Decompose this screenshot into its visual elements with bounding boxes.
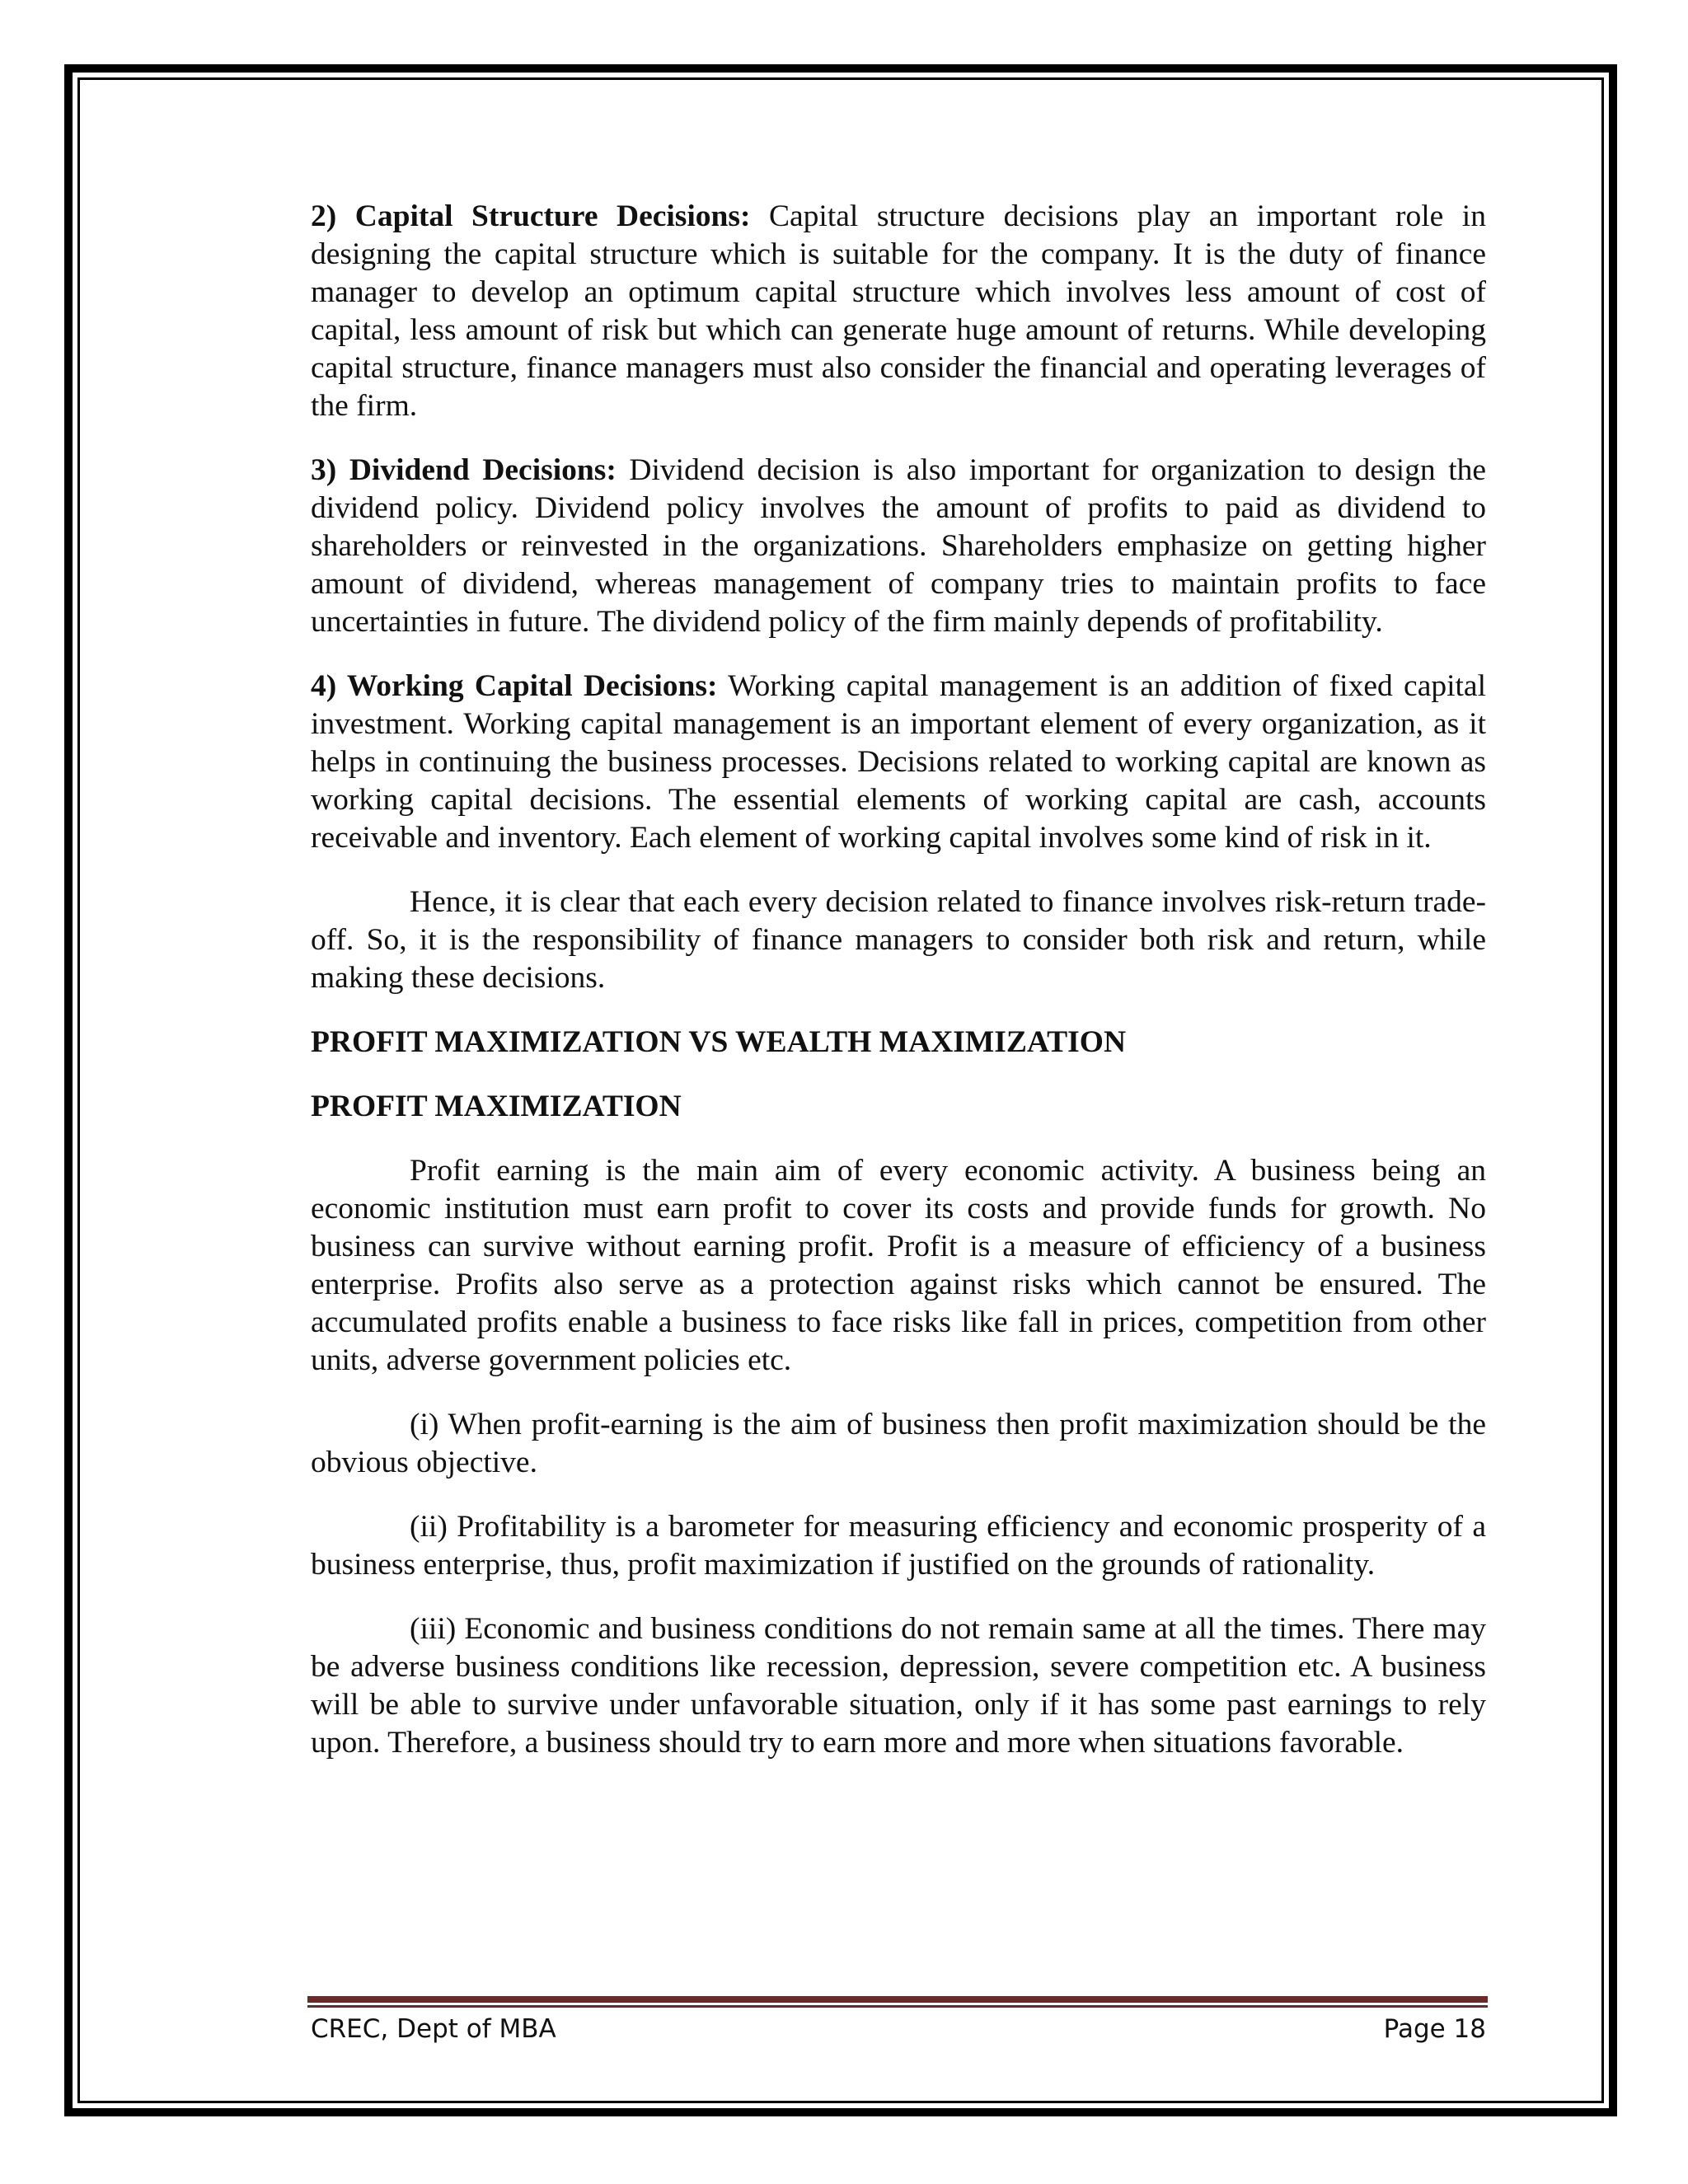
section-heading-profit-vs-wealth: PROFIT MAXIMIZATION VS WEALTH MAXIMIZATION xyxy=(311,1025,1127,1059)
text-working-capital: Working capital management is an addition of fixed capital investment. Working capital management is an important element of every organization, as it helps in continuing the business processes. Decisions related to working capital are known as working capital decisions. The essential elements of working capital are cash, accounts receivable and inventory. Each element of working capital involves some kind of risk in it. xyxy=(311,669,1486,855)
heading-working-capital: 4) Working Capital Decisions: xyxy=(311,669,718,703)
text-dividend: Dividend decision is also important for organization to design the dividend policy. Dividend policy involves the amount of profits to paid as dividend to shareholders or reinvested in the organizations. Shareholders emphasize on getting higher amount of dividend, whereas management of company tries to maintain profits to face uncertainties in future. The dividend policy of the firm mainly depends of profitability. xyxy=(311,453,1487,639)
heading-dividend: 3) Dividend Decisions: xyxy=(311,453,617,487)
footer-page-number: Page 18 xyxy=(1383,2014,1486,2044)
paragraph-working-capital xyxy=(311,668,1486,857)
section-heading-profit-maximization: PROFIT MAXIMIZATION xyxy=(311,1090,682,1123)
paragraph-profit-intro: Profit earning is the main aim of every economic activity. A business being an economic institution must earn profit to cover its costs and provide funds for growth. No business can survive without earning profit. Profit is a measure of efficiency of a business enterprise. Profits also serve as a protection against risks which cannot be ensured. The accumulated profits enable a business to face risks like fall in prices, competition from other units, adverse government policies etc. xyxy=(311,1154,1486,1377)
footer-department: CREC, Dept of MBA xyxy=(311,2014,556,2044)
paragraph-point-iii: (iii) Economic and business conditions do not remain same at all the times. There may be adverse business conditions like recession, depression, severe competition etc. A business will be able to survive under unfavorable situation, only if it has some past earnings to rely upon. Therefore, a business should try to earn more and more when situations favorable. xyxy=(311,1612,1486,1760)
footer-rule-thin xyxy=(307,2005,1488,2008)
paragraph-dividend xyxy=(311,452,1486,641)
heading-capital-structure: 2) Capital Structure Decisions: xyxy=(311,199,751,233)
footer-rule-thick xyxy=(307,1996,1488,2003)
page-content xyxy=(311,198,1486,1788)
paragraph-point-ii: (ii) Profitability is a barometer for measuring efficiency and economic prosperity of a business enterprise, thus, profit maximization if justified on the grounds of rationality. xyxy=(311,1510,1486,1582)
paragraph-point-i: (i) When profit-earning is the aim of business then profit maximization should be the obvious objective. xyxy=(311,1408,1486,1479)
text-capital-structure: Capital structure decisions play an important role in designing the capital structure which is suitable for the company. It is the duty of finance manager to develop an optimum capital structure which involves less amount of cost of capital, less amount of risk but which can generate huge amount of returns. While developing capital structure, finance managers must also consider the financial and operating leverages of the firm. xyxy=(311,199,1486,423)
paragraph-capital-structure xyxy=(311,198,1486,425)
paragraph-hence: Hence, it is clear that each every decision related to finance involves risk-return trade-off. So, it is the responsibility of finance managers to consider both risk and return, while making these decisions. xyxy=(311,885,1486,995)
